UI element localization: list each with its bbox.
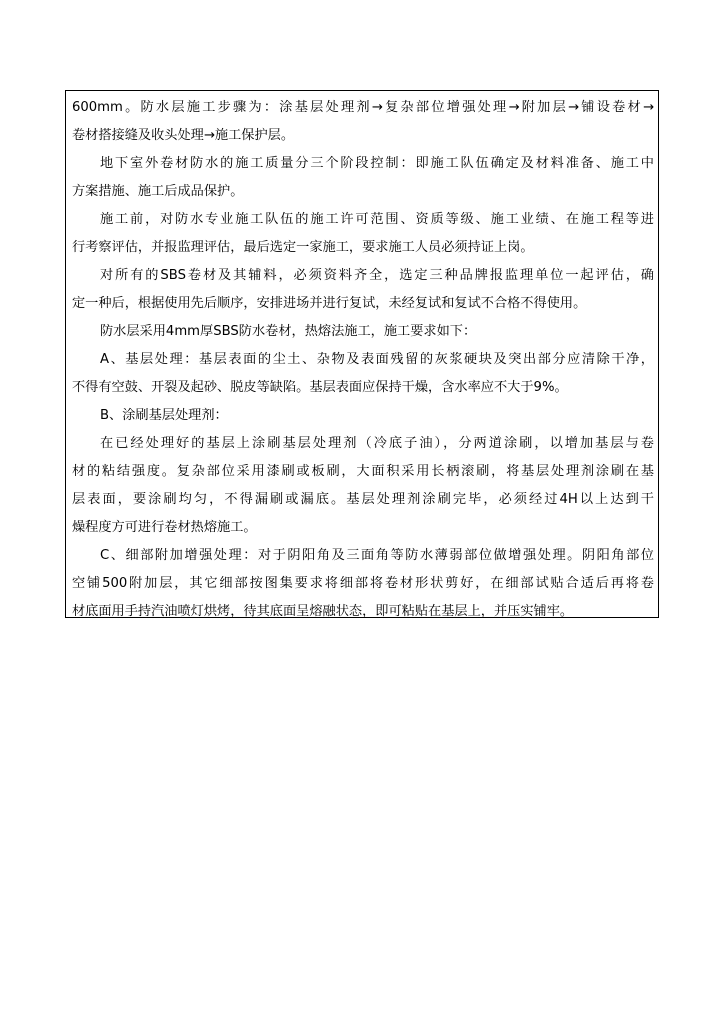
text-line: 在已经处理好的基层上涂刷基层处理剂（冷底子油），分两道涂刷，以增加基层与卷 [100, 436, 654, 451]
text-line: 层表面，要涂刷均匀，不得漏刷或漏底。基层处理剂涂刷完毕，必须经过4H以上达到干 [72, 492, 654, 507]
text-line: 燥程度方可进行卷材热熔施工。 [72, 520, 257, 535]
text-line: 材底面用手持汽油喷灯烘烤，待其底面呈熔融状态，即可粘贴在基层上，并压实铺牢。 [72, 604, 574, 619]
text-line: 地下室外卷材防水的施工质量分三个阶段控制：即施工队伍确定及材料准备、施工中 [100, 156, 654, 171]
text-line: 不得有空鼓、开裂及起砂、脱皮等缺陷。基层表面应保持干燥，含水率应不大于9%。 [72, 380, 568, 395]
text-line: 防水层采用4mm厚SBS防水卷材，热熔法施工，施工要求如下： [100, 324, 477, 339]
text-line: 600mm。防水层施工步骤为：涂基层处理剂→复杂部位增强处理→附加层→铺设卷材→ [72, 100, 654, 115]
text-line: 方案措施、施工后成品保护。 [72, 184, 244, 199]
text-line: 卷材搭接缝及收头处理→施工保护层。 [72, 128, 295, 143]
text-line: A、基层处理：基层表面的尘土、杂物及表面残留的灰浆硬块及突出部分应清除干净， [100, 352, 654, 367]
text-line: 行考察评估，并报监理评估，最后选定一家施工，要求施工人员必须持证上岗。 [72, 240, 534, 255]
text-line: C、细部附加增强处理：对于阴阳角及三面角等防水薄弱部位做增强处理。阴阳角部位 [100, 548, 654, 563]
document-body [72, 94, 654, 626]
text-line: 对所有的SBS卷材及其辅料，必须资料齐全，选定三种品牌报监理单位一起评估，确 [100, 268, 654, 283]
text-line: 材的粘结强度。复杂部位采用漆刷或板刷，大面积采用长柄滚刷，将基层处理剂涂刷在基 [72, 464, 654, 479]
text-line: B、涂刷基层处理剂： [100, 408, 228, 423]
text-line: 定一种后，根据使用先后顺序，安排进场并进行复试，未经复试和复试不合格不得使用。 [72, 296, 587, 311]
text-line: 施工前，对防水专业施工队伍的施工许可范围、资质等级、施工业绩、在施工程等进 [100, 212, 654, 227]
text-line: 空铺500附加层，其它细部按图集要求将细部将卷材形状剪好，在细部试贴合适后再将卷 [72, 576, 654, 591]
